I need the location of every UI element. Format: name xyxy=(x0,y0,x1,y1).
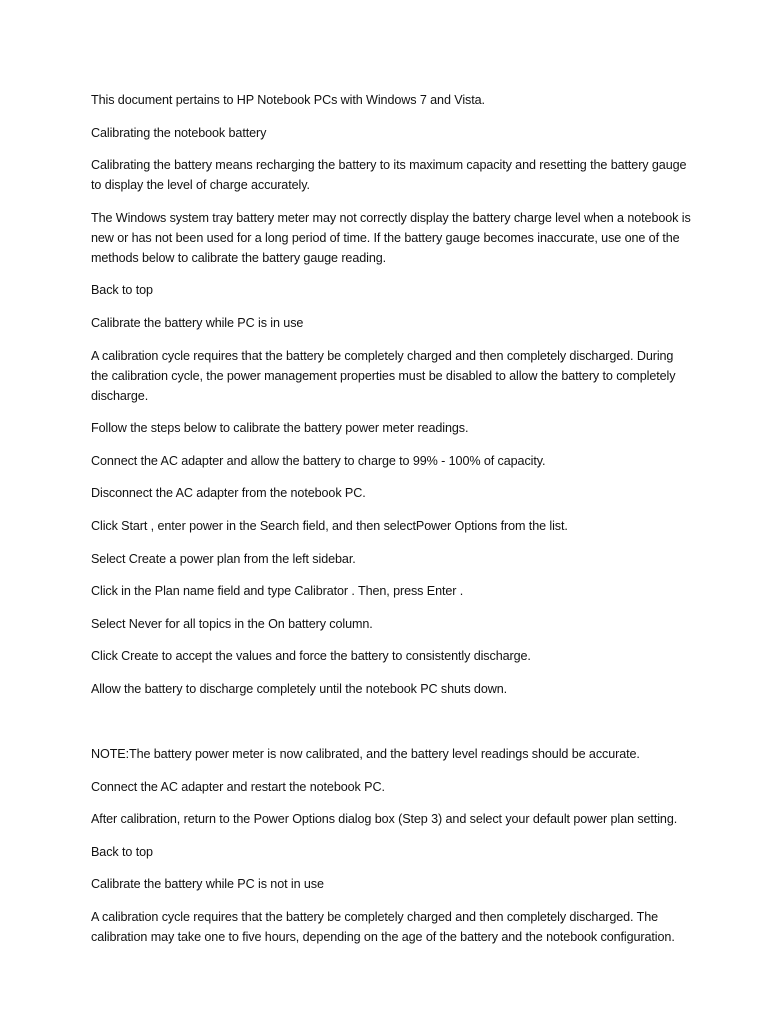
step-allow-discharge: Allow the battery to discharge completely until the notebook PC shuts down. xyxy=(91,681,508,696)
intro-paragraph: This document pertains to HP Notebook PCs with Windows 7 and Vista. xyxy=(91,93,485,107)
step-click-start: Click Start , enter power in the Search field, and then selectPower Options from the list. xyxy=(91,518,568,533)
back-to-top-link[interactable]: Back to top xyxy=(91,283,153,298)
calibration-cycle-paragraph: A calibration cycle requires that the battery be completely charged and then completely discharged. During the calibration cycle, the power management properties must be disabled to allow the battery to completely discharge. xyxy=(91,348,676,403)
step-disconnect-ac: Disconnect the AC adapter from the notebook PC. xyxy=(91,486,366,501)
step-restart: Connect the AC adapter and restart the notebook PC. xyxy=(91,779,385,794)
blank-line xyxy=(91,712,691,732)
section-heading-in-use: Calibrate the battery while PC is in use xyxy=(91,315,304,330)
calibration-cycle-paragraph-2: A calibration cycle requires that the battery be completely charged and then completely discharged. The calibration may take one to five hours, depending on the age of the battery and the notebook configuration. xyxy=(91,910,675,945)
step-select-never: Select Never for all topics in the On battery column. xyxy=(91,616,373,631)
step-connect-ac: Connect the AC adapter and allow the battery to charge to 99% - 100% of capacity. xyxy=(91,453,546,468)
step-plan-name: Click in the Plan name field and type Calibrator . Then, press Enter . xyxy=(91,584,464,599)
after-calibration-paragraph: After calibration, return to the Power Options dialog box (Step 3) and select your default power plan setting. xyxy=(91,812,678,827)
section-heading-not-in-use: Calibrate the battery while PC is not in use xyxy=(91,877,324,892)
step-create-plan: Select Create a power plan from the left sidebar. xyxy=(91,551,356,566)
section-heading-calibrating: Calibrating the notebook battery xyxy=(91,125,267,140)
note-paragraph: NOTE:The battery power meter is now calibrated, and the battery level readings should be accurate. xyxy=(91,747,640,762)
steps-intro-paragraph: Follow the steps below to calibrate the battery power meter readings. xyxy=(91,421,469,436)
explanation-paragraph: The Windows system tray battery meter may not correctly display the battery charge level when a notebook is new or has not been used for a long period of time. If the battery gauge becomes inaccurate, use one of the methods below to calibrate the battery gauge reading. xyxy=(91,210,691,265)
back-to-top-link-2[interactable]: Back to top xyxy=(91,844,153,859)
definition-paragraph: Calibrating the battery means recharging the battery to its maximum capacity and resetting the battery gauge to display the level of charge accurately. xyxy=(91,158,687,193)
document-page xyxy=(91,90,691,960)
step-click-create: Click Create to accept the values and force the battery to consistently discharge. xyxy=(91,649,531,664)
